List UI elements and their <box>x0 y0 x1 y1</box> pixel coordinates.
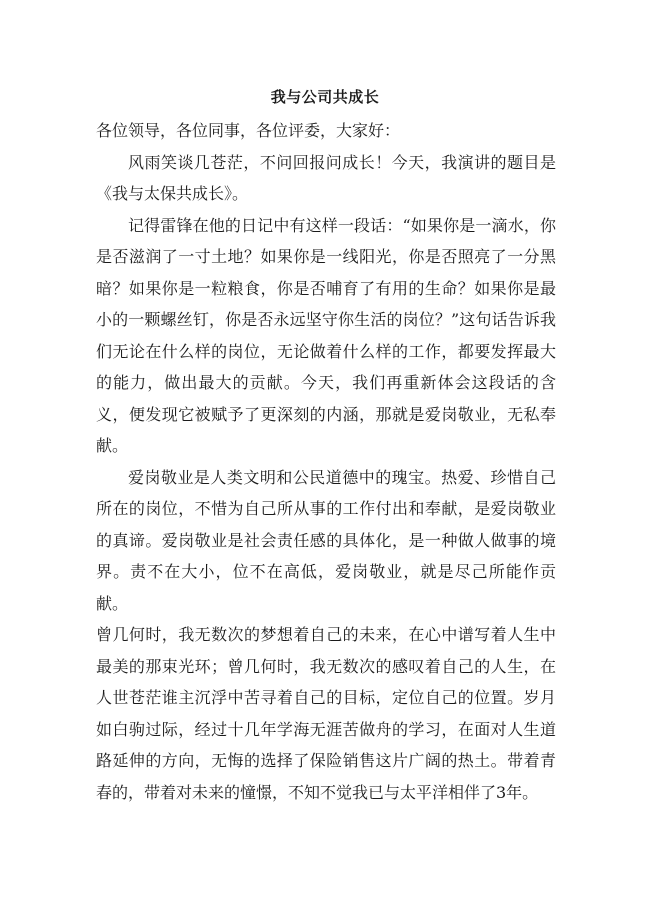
document-body <box>96 115 556 808</box>
dedication-paragraph: 爱岗敬业是人类文明和公民道德中的瑰宝。热爱、珍惜自己所在的岗位，不惜为自己所从事的工作付出和奉献，是爱岗敬业的真谛。爱岗敬业是社会责任感的具体化，是一种做人做事的境界。责不在大小，位不在高低，爱岗敬业，就是尽己所能作贡献。 <box>96 467 556 613</box>
personal-story-paragraph: 曾几何时，我无数次的梦想着自己的未来，在心中谱写着人生中最美的那束光环；曾几何时，我无数次的感叹着自己的人生，在人世苍茫谁主沉浮中苦寻着自己的目标，定位自己的位置。岁月如白驹过际，经过十几年学海无涯苦做舟的学习，在面对人生道路延伸的方向，无悔的选择了保险销售这片广阔的热土。带着青春的，带着对未来的憧憬，不知不觉我已与太平洋相伴了3年。 <box>96 625 556 802</box>
intro-paragraph: 风雨笑谈几苍茫，不问回报问成长！今天，我演讲的题目是《我与太保共成长》。 <box>96 152 556 203</box>
greeting-paragraph: 各位领导，各位同事，各位评委，大家好： <box>96 121 401 140</box>
document-title: 我与公司共成长 <box>270 88 380 106</box>
leifeng-quote-paragraph: 记得雷锋在他的日记中有这样一段话：“如果你是一滴水，你是否滋润了一寸土地？如果你是一线阳光，你是否照亮了一分黑暗？如果你是一粒粮食，你是否哺育了有用的生命？如果你是最小的一颗螺丝钉，你是否永远坚守你生活的岗位？”这句话告诉我们无论在什么样的岗位，无论做着什么样的工作，都要发挥最大的能力，做出最大的贡献。今天，我们再重新体会这段话的含义，便发现它被赋予了更深刻的内涵，那就是爱岗敬业，无私奉献。 <box>96 215 556 455</box>
